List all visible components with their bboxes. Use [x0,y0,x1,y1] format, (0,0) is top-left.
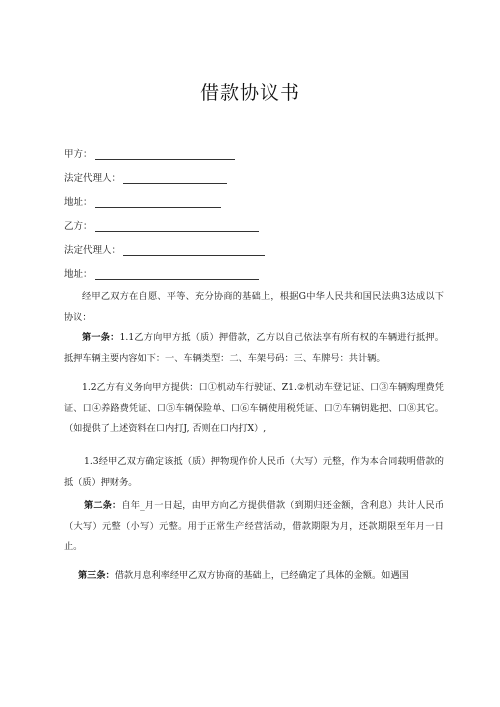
clause-2-paragraph [64,496,444,558]
party-a-address-blank [95,197,221,208]
intro-paragraph [64,287,444,328]
party-b-agent-blank [123,245,265,256]
party-a-address-label: 地址： [64,197,93,208]
clause-1-3-text: 1.3经甲乙双方确定该抵（质）押物现作价人民币（大写）元整，作为本合同载明借款的抵（质）押财务。 [64,456,444,488]
clause-1-3-paragraph [64,452,444,493]
party-a-blank [95,149,235,160]
document-title: 借款协议书 [199,82,300,104]
party-a-address-field [64,194,221,208]
party-b-address-blank [95,269,259,280]
intro-text: 经甲乙双方在自愿、平等、充分协商的基础上，根据G中华人民共和国民法典3达成以下协议： [64,291,444,323]
clause-1-text: 1.1乙方向甲方抵（质）押借款，乙方以自己依法享有所有权的车辆进行抵押。抵押车辆主要内容如下：一、车辆类型：二、车架号码：三、车牌号：共计辆。 [64,332,444,364]
party-b-label: 乙方： [64,221,93,232]
clause-1-2-paragraph [64,378,444,440]
party-a-agent-field [64,170,227,184]
party-b-field [64,218,259,232]
clause-3-paragraph [64,566,444,587]
party-b-blank [95,221,259,232]
clause-1-paragraph [64,328,444,369]
clause-2-heading: 第二条： [84,500,122,511]
clause-3-text: 借款月息利率经甲乙双方协商的基础上，已经确定了具体的金额。如遇国 [114,570,409,581]
party-a-label: 甲方： [64,149,93,160]
party-a-field [64,146,235,160]
clause-1-2-text: 1.2乙方有义务向甲方提供：口①机动车行驶证、Z1.②机动车登记证、口③车辆购理费凭证、口④养路费凭证、口⑤车辆保险单、口⑥车辆使用税凭证、口⑦车辆钥匙把、口⑧其它。（如提供了上述资料在口内打J, 否则在口内打X）, [64,382,444,434]
party-a-agent-blank [123,173,227,184]
clause-1-heading: 第一条： [82,332,120,343]
party-b-address-label: 地址： [64,269,93,280]
clause-3-heading: 第三条： [78,570,115,581]
party-b-agent-label: 法定代理人： [64,245,122,256]
party-b-agent-field [64,242,265,256]
clause-2-text: 自年_月一日起，由甲方向乙方提供借款（到期归还金额，含利息）共计人民币（大写）元整（小写）元整。用于正常生产经营活动，借款期限为月，还款期限至年月一日止。 [64,500,445,552]
party-b-address-field [64,266,259,280]
party-a-agent-label: 法定代理人： [64,173,122,184]
